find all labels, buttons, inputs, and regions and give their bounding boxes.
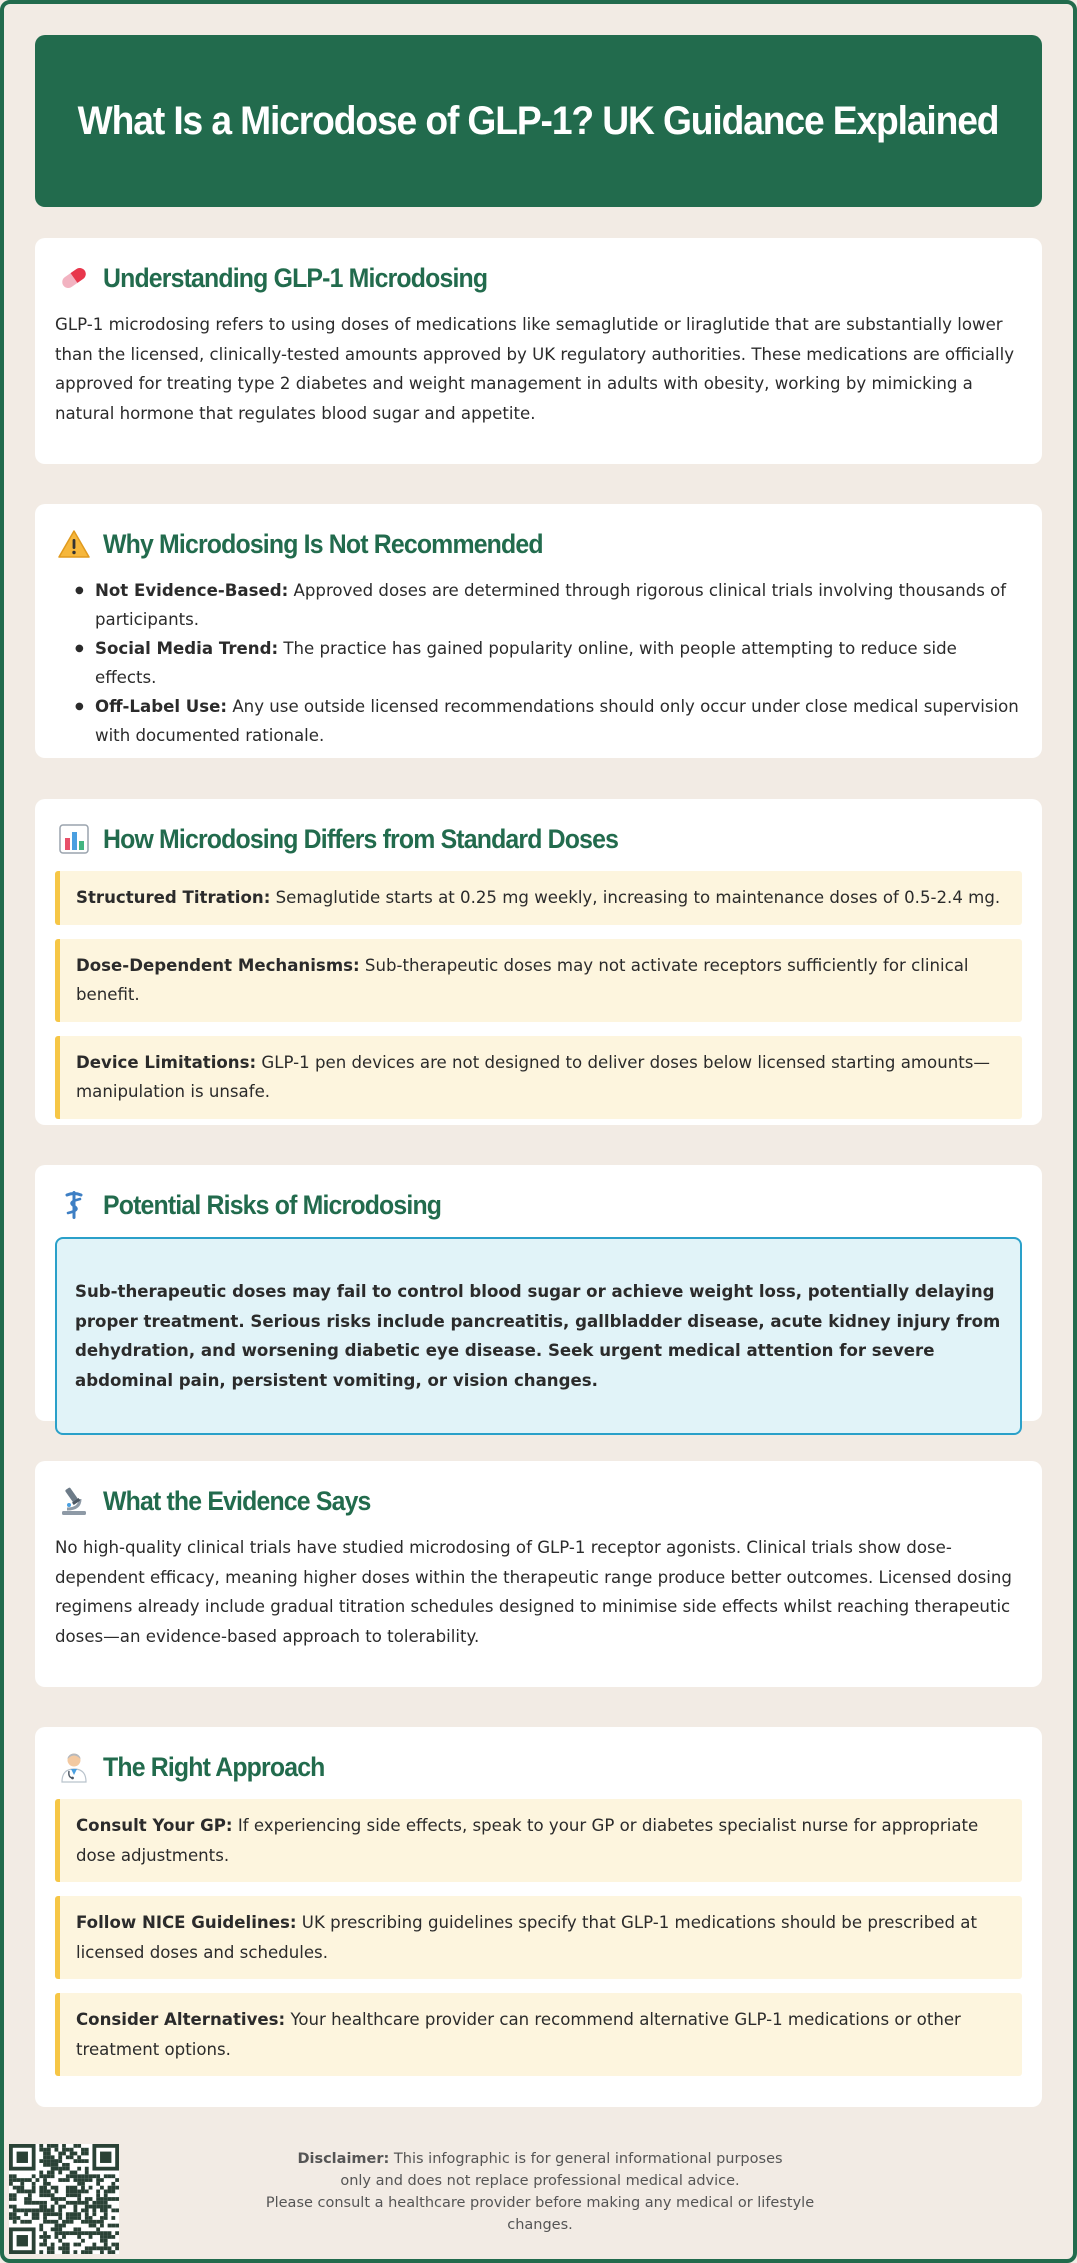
list-item: ● Not Evidence-Based: Approved doses are determined through rigorous clinical trials involving thousands of participants. [75,576,1022,634]
section-understanding [35,238,1042,464]
section-risks [35,1165,1042,1421]
pill-icon [57,261,91,295]
disclaimer [240,2148,840,2236]
section-title: What the Evidence Says [103,1485,371,1516]
section-text: GLP-1 microdosing refers to using doses of medications like semaglutide or liraglutide that are substantially lower than the licensed, clinically-tested amounts approved by UK regulatory authorities. These medications are officially approved for treating type 2 diabetes and weight management in adults with obesity, working by mimicking a natural hormone that regulates blood sugar and appetite. [55,315,1015,423]
section-heading [55,821,1022,857]
section-title: The Right Approach [103,1751,325,1782]
section-evidence [35,1461,1042,1687]
qr-code[interactable] [9,2144,119,2254]
section-title: How Microdosing Differs from Standard Doses [103,823,619,854]
page-title: What Is a Microdose of GLP-1? UK Guidance Explained [78,98,999,143]
page-header [35,35,1042,207]
section-heading [55,526,1022,562]
list-item: ● Social Media Trend: The practice has gained popularity online, with people attempting to reduce side effects. [75,634,1022,692]
callout-box: Dose-Dependent Mechanisms: Sub-therapeutic doses may not activate receptors sufficiently for clinical benefit. [55,939,1022,1022]
section-title: Why Microdosing Is Not Recommended [103,528,543,559]
reasons-list [55,576,1022,750]
bar-chart-icon [57,822,91,856]
section-heading [55,1483,1022,1519]
microscope-icon [57,1484,91,1518]
risk-callout: Sub-therapeutic doses may fail to control blood sugar or achieve weight loss, potentially delaying proper treatment. Serious risks include pancreatitis, gallbladder disease, acute kidney injury from dehydration, and worsening diabetic eye disease. Seek urgent medical attention for severe abdominal pain, persistent vomiting, or vision changes. [55,1237,1022,1435]
doctor-icon [57,1750,91,1784]
callout-box: Consider Alternatives: Your healthcare provider can recommend alternative GLP-1 medications or other treatment options. [55,1993,1022,2076]
warning-icon [57,527,91,561]
section-heading [55,260,1022,296]
disclaimer-line: Please consult a healthcare provider before making any medical or lifestyle changes. [265,2195,815,2233]
section-heading [55,1187,1022,1223]
section-differs [35,799,1042,1125]
section-why-not-recommended [35,504,1042,758]
list-item: ● Off-Label Use: Any use outside licensed recommendations should only occur under close medical supervision with documented rationale. [75,692,1022,750]
section-text: No high-quality clinical trials have studied microdosing of GLP-1 receptor agonists. Clinical trials show dose-dependent efficacy, meaning higher doses within the therapeutic range produce better outcomes. Licensed dosing regimens already include gradual titration schedules designed to minimise side effects whilst reaching therapeutic doses—an evidence-based approach to tolerability. [55,1538,1012,1646]
callout-box: Follow NICE Guidelines: UK prescribing guidelines specify that GLP-1 medications should be prescribed at licensed doses and schedules. [55,1896,1022,1979]
disclaimer-line: only and does not replace professional medical advice. [340,2173,740,2189]
callout-box: Consult Your GP: If experiencing side effects, speak to your GP or diabetes specialist nurse for appropriate dose adjustments. [55,1799,1022,1882]
medical-symbol-icon [57,1188,91,1222]
section-heading [55,1749,1022,1785]
section-right-approach [35,1727,1042,2107]
callout-box: Device Limitations: GLP-1 pen devices are not designed to deliver doses below licensed starting amounts—manipulation is unsafe. [55,1036,1022,1119]
section-title: Understanding GLP-1 Microdosing [103,262,488,293]
section-title: Potential Risks of Microdosing [103,1189,442,1220]
callout-box: Structured Titration: Semaglutide starts at 0.25 mg weekly, increasing to maintenance doses of 0.5-2.4 mg. [55,871,1022,925]
disclaimer-line: This infographic is for general informational purposes [393,2151,783,2167]
disclaimer-label: Disclaimer: [297,2151,390,2167]
